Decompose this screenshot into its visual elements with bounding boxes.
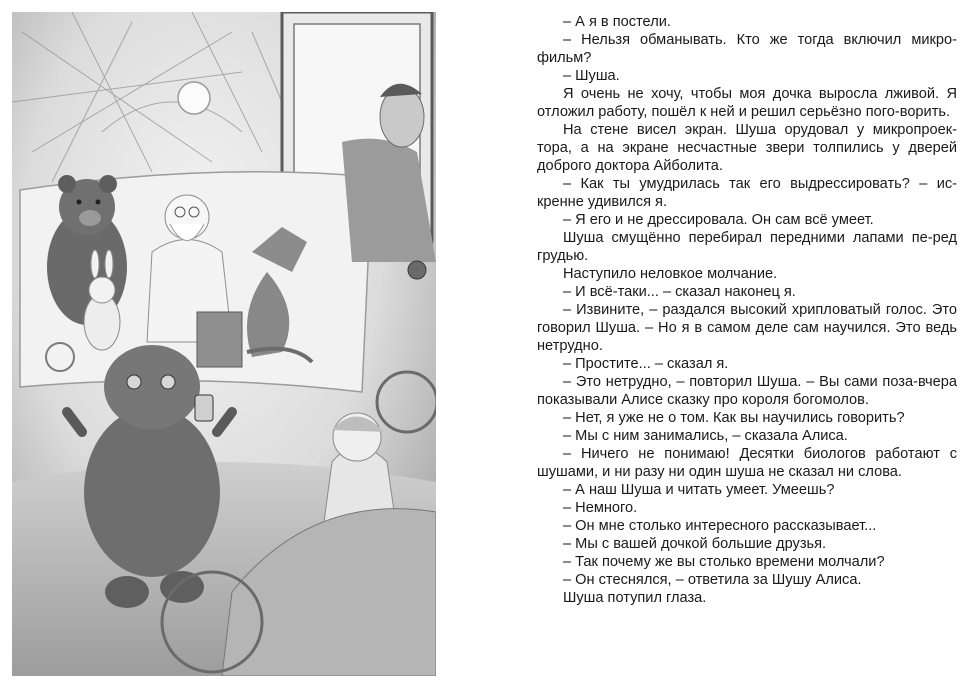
paragraph: – Я его и не дрессировала. Он сам всё умеет. bbox=[563, 212, 874, 228]
paragraph: – Нельзя обманывать. Кто же тогда включил микро-фильм? bbox=[537, 32, 957, 66]
paragraph: – А я в постели. bbox=[563, 14, 671, 30]
paragraph: – Простите... – сказал я. bbox=[563, 356, 729, 372]
paragraph: – Он мне столько интересного рассказывает... bbox=[563, 518, 877, 534]
paragraph: – А наш Шуша и читать умеет. Умеешь? bbox=[563, 482, 835, 498]
paragraph: Я очень не хочу, чтобы моя дочка выросла лживой. Я отложил работу, пошёл к ней и решил серьёзно пого-ворить. bbox=[537, 86, 957, 120]
paragraph: На стене висел экран. Шуша орудовал у микропроек-тора, а на экране несчастные звери толпились у дверей доброго доктора Айболита. bbox=[537, 122, 957, 174]
paragraph: – Извините, – раздался высокий хрипловатый голос. Это говорил Шуша. – Но я в самом деле сам научился. Это ведь нетрудно. bbox=[537, 302, 957, 354]
paragraph: – Это нетрудно, – повторил Шуша. – Вы сами поза-вчера показывали Алисе сказку про короля богомолов. bbox=[537, 374, 957, 408]
illustration-drawing bbox=[12, 12, 436, 676]
paragraph: – Ничего не понимаю! Десятки биологов работают с шушами, и ни разу ни один шуша не сказал ни слова. bbox=[537, 446, 957, 480]
paragraph: – И всё-таки... – сказал наконец я. bbox=[563, 284, 796, 300]
remote-control bbox=[195, 395, 213, 421]
paragraph: – Мы с вашей дочкой большие друзья. bbox=[563, 536, 827, 552]
paragraph: – Как ты умудрилась так его выдрессировать? – ис-кренне удивился я. bbox=[537, 176, 957, 210]
page-text bbox=[537, 13, 957, 607]
paragraph: Шуша потупил глаза. bbox=[563, 590, 707, 606]
paragraph: – Он стеснялся, – ответила за Шушу Алиса. bbox=[563, 572, 862, 588]
projector-lamp bbox=[408, 261, 426, 279]
moon bbox=[178, 82, 210, 114]
paragraph: Шуша смущённо перебирал передними лапами пе-ред грудью. bbox=[537, 230, 957, 264]
paragraph: – Так почему же вы столько времени молчали? bbox=[563, 554, 885, 570]
paragraph: – Мы с ним занимались, – сказала Алиса. bbox=[563, 428, 848, 444]
illustration bbox=[12, 12, 436, 676]
paragraph: Наступило неловкое молчание. bbox=[563, 266, 778, 282]
paragraph: – Нет, я уже не о том. Как вы научились говорить? bbox=[563, 410, 905, 426]
paragraph: – Немного. bbox=[563, 500, 638, 516]
paragraph: – Шуша. bbox=[563, 68, 620, 84]
